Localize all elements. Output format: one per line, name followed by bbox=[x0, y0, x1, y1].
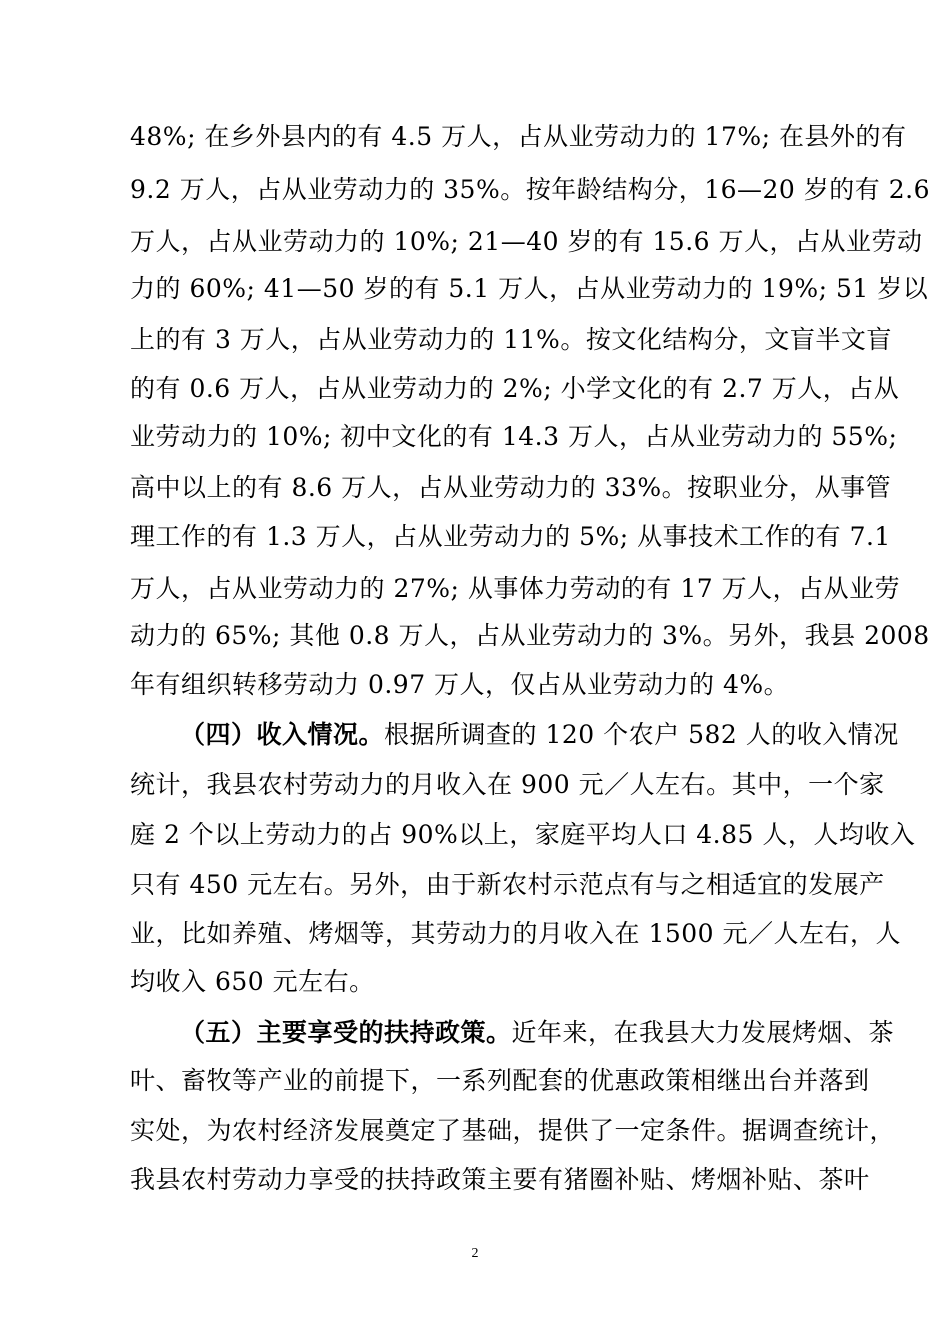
section-first-line bbox=[180, 1018, 895, 1048]
text-line: 叶、畜牧等产业的前提下，一系列配套的优惠政策相继出台并落到 bbox=[130, 1066, 870, 1095]
text-line: 理工作的有 1.3 万人，占从业劳动力的 5%; 从事技术工作的有 7.1 bbox=[130, 522, 891, 551]
text-line: 万人，占从业劳动力的 10%; 21—40 岁的有 15.6 万人，占从业劳动 bbox=[130, 227, 923, 256]
section-text: 根据所调查的 120 个农户 582 人的收入情况 bbox=[384, 720, 899, 749]
page-number: 2 bbox=[471, 1246, 479, 1261]
text-line: 年有组织转移劳动力 0.97 万人，仅占从业劳动力的 4%。 bbox=[130, 670, 790, 699]
text-line: 万人，占从业劳动力的 27%; 从事体力劳动的有 17 万人，占从业劳 bbox=[130, 574, 901, 603]
text-line: 动力的 65%; 其他 0.8 万人，占从业劳动力的 3%。另外，我县 2008 bbox=[130, 621, 930, 650]
text-line: 均收入 650 元左右。 bbox=[130, 967, 375, 996]
section-heading: （四）收入情况。 bbox=[180, 720, 385, 749]
text-line: 我县农村劳动力享受的扶持政策主要有猪圈补贴、烤烟补贴、茶叶 bbox=[130, 1165, 870, 1194]
text-line: 的有 0.6 万人，占从业劳动力的 2%; 小学文化的有 2.7 万人，占从 bbox=[130, 374, 900, 403]
text-line: 只有 450 元左右。另外，由于新农村示范点有与之相适宜的发展产 bbox=[130, 870, 885, 899]
text-line: 统计，我县农村劳动力的月收入在 900 元／人左右。其中，一个家 bbox=[130, 770, 885, 799]
text-line: 上的有 3 万人，占从业劳动力的 11%。按文化结构分，文盲半文盲 bbox=[130, 325, 892, 354]
section-first-line bbox=[180, 720, 899, 750]
text-line: 力的 60%; 41—50 岁的有 5.1 万人，占从业劳动力的 19%; 51 岁以 bbox=[130, 274, 929, 303]
text-line: 实处，为农村经济发展奠定了基础，提供了一定条件。据调查统计， bbox=[130, 1116, 896, 1145]
text-line: 9.2 万人，占从业劳动力的 35%。按年龄结构分，16—20 岁的有 2.6 bbox=[130, 175, 930, 204]
text-line: 业劳动力的 10%; 初中文化的有 14.3 万人，占从业劳动力的 55%; bbox=[130, 422, 898, 451]
text-line: 48%; 在乡外县内的有 4.5 万人，占从业劳动力的 17%; 在县外的有 bbox=[130, 122, 907, 151]
section-heading: （五）主要享受的扶持政策。 bbox=[180, 1018, 512, 1047]
text-line: 高中以上的有 8.6 万人，占从业劳动力的 33%。按职业分，从事管 bbox=[130, 473, 892, 502]
text-line: 庭 2 个以上劳动力的占 90%以上，家庭平均人口 4.85 人，人均收入 bbox=[130, 820, 916, 849]
section-text: 近年来，在我县大力发展烤烟、茶 bbox=[511, 1018, 895, 1047]
text-line: 业，比如养殖、烤烟等，其劳动力的月收入在 1500 元／人左右，人 bbox=[130, 919, 902, 948]
